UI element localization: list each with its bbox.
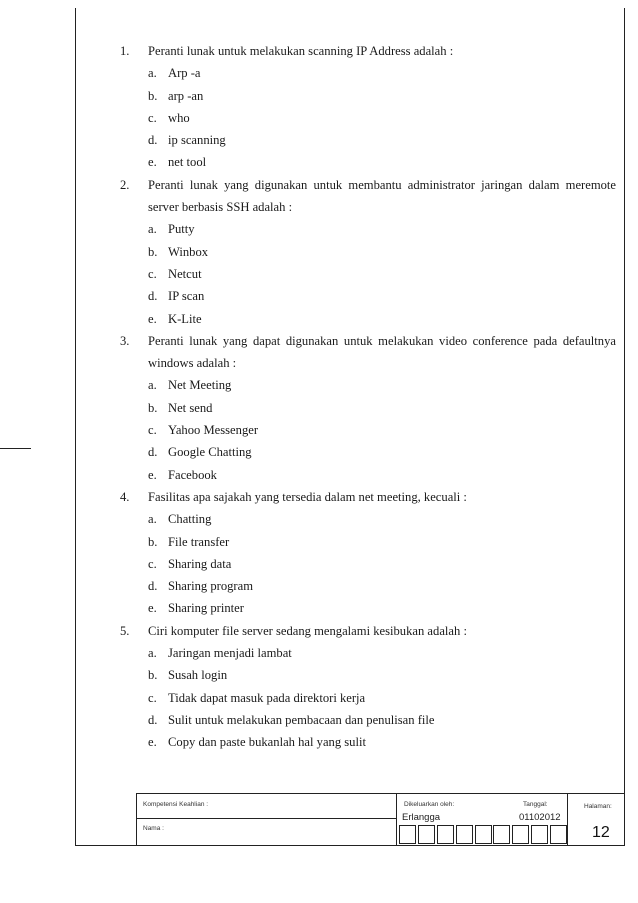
option-letter: b. bbox=[148, 668, 158, 683]
option-b bbox=[120, 664, 616, 686]
answer-cell bbox=[418, 825, 435, 844]
option-b bbox=[120, 397, 616, 419]
dikeluarkan-value: Erlangga bbox=[402, 812, 441, 823]
option-letter: a. bbox=[148, 222, 157, 237]
option-text: arp -an bbox=[168, 88, 204, 103]
option-letter: a. bbox=[148, 66, 157, 81]
option-letter: d. bbox=[148, 133, 158, 148]
answer-cell bbox=[550, 825, 567, 844]
option-text: net tool bbox=[168, 155, 207, 170]
option-letter: a. bbox=[148, 378, 157, 393]
option-letter: e. bbox=[148, 467, 157, 482]
option-letter: e. bbox=[148, 155, 157, 170]
answer-cell bbox=[531, 825, 548, 844]
option-b bbox=[120, 531, 616, 553]
footer-table bbox=[136, 793, 625, 846]
footer-row-divider bbox=[137, 818, 396, 819]
option-a bbox=[120, 508, 616, 530]
question-text: Fasilitas apa sajakah yang tersedia dalam net meeting, kecuali : bbox=[148, 489, 467, 504]
question-5 bbox=[120, 620, 616, 754]
option-text: who bbox=[168, 110, 190, 125]
option-text: K-Lite bbox=[168, 311, 202, 326]
option-d bbox=[120, 129, 616, 151]
answer-cells bbox=[399, 825, 569, 844]
option-c bbox=[120, 553, 616, 575]
option-letter: c. bbox=[148, 423, 157, 438]
option-d bbox=[120, 709, 616, 731]
option-a bbox=[120, 62, 616, 84]
option-text: Jaringan menjadi lambat bbox=[168, 646, 292, 661]
answer-cell bbox=[399, 825, 416, 844]
question-text-continuation: windows adalah : bbox=[148, 356, 237, 371]
option-letter: b. bbox=[148, 400, 158, 415]
footer-column-divider bbox=[396, 794, 397, 846]
option-d bbox=[120, 441, 616, 463]
kompetensi-label: Kompetensi Keahlian : bbox=[143, 801, 209, 808]
option-text: Facebook bbox=[168, 467, 217, 482]
answer-cell bbox=[475, 825, 492, 844]
option-text: Google Chatting bbox=[168, 445, 252, 460]
question-number: 5. bbox=[120, 623, 130, 638]
option-letter: d. bbox=[148, 289, 158, 304]
option-text: Sharing data bbox=[168, 556, 232, 571]
option-a bbox=[120, 218, 616, 240]
option-text: Sharing program bbox=[168, 579, 253, 594]
option-e bbox=[120, 464, 616, 486]
option-letter: b. bbox=[148, 88, 158, 103]
option-text: Sulit untuk melakukan pembacaan dan penulisan file bbox=[168, 712, 435, 727]
option-text: Tidak dapat masuk pada direktori kerja bbox=[168, 690, 366, 705]
question-number: 4. bbox=[120, 489, 130, 504]
option-c bbox=[120, 107, 616, 129]
question-4 bbox=[120, 486, 616, 620]
option-text: Arp -a bbox=[168, 66, 201, 81]
answer-cell bbox=[512, 825, 529, 844]
option-c bbox=[120, 687, 616, 709]
answer-cell bbox=[456, 825, 473, 844]
answer-cell bbox=[437, 825, 454, 844]
margin-mark bbox=[0, 448, 31, 449]
option-letter: c. bbox=[148, 110, 157, 125]
answer-cell bbox=[493, 825, 510, 844]
tanggal-label: Tanggal: bbox=[523, 801, 548, 808]
option-text: IP scan bbox=[168, 289, 205, 304]
option-a bbox=[120, 642, 616, 664]
option-letter: d. bbox=[148, 579, 158, 594]
option-text: Netcut bbox=[168, 266, 202, 281]
option-text: Net send bbox=[168, 400, 213, 415]
option-text: Putty bbox=[168, 222, 195, 237]
option-letter: d. bbox=[148, 712, 158, 727]
option-c bbox=[120, 263, 616, 285]
option-a bbox=[120, 374, 616, 396]
option-d bbox=[120, 575, 616, 597]
option-letter: e. bbox=[148, 735, 157, 750]
option-letter: e. bbox=[148, 601, 157, 616]
option-text: Winbox bbox=[168, 244, 209, 259]
question-number: 1. bbox=[120, 44, 130, 58]
option-text: Net Meeting bbox=[168, 378, 232, 393]
option-letter: b. bbox=[148, 534, 158, 549]
option-letter: c. bbox=[148, 556, 157, 571]
question-text: Peranti lunak untuk melakukan scanning IP Address adalah : bbox=[148, 44, 454, 58]
question-list bbox=[120, 40, 616, 754]
option-text: ip scanning bbox=[168, 133, 226, 148]
option-c bbox=[120, 419, 616, 441]
question-1 bbox=[120, 40, 616, 174]
dikeluarkan-label: Dikeluarkan oleh: bbox=[404, 801, 455, 808]
question-3 bbox=[120, 330, 616, 486]
option-text: Sharing printer bbox=[168, 601, 244, 616]
option-text: Chatting bbox=[168, 512, 212, 527]
option-letter: b. bbox=[148, 244, 158, 259]
question-text: Peranti lunak yang dapat digunakan untuk melakukan video conference pada defaultnya bbox=[148, 333, 616, 348]
option-e bbox=[120, 597, 616, 619]
option-letter: a. bbox=[148, 646, 157, 661]
tanggal-value: 01102012 bbox=[519, 812, 561, 823]
question-2 bbox=[120, 174, 616, 330]
option-letter: e. bbox=[148, 311, 157, 326]
halaman-label: Halaman: bbox=[584, 803, 612, 810]
option-e bbox=[120, 731, 616, 753]
option-text: Susah login bbox=[168, 668, 228, 683]
option-text: Yahoo Messenger bbox=[168, 423, 259, 438]
question-number: 3. bbox=[120, 333, 130, 348]
question-text: Ciri komputer file server sedang mengalami kesibukan adalah : bbox=[148, 623, 467, 638]
option-text: Copy dan paste bukanlah hal yang sulit bbox=[168, 735, 366, 750]
option-d bbox=[120, 285, 616, 307]
option-b bbox=[120, 85, 616, 107]
option-letter: d. bbox=[148, 445, 158, 460]
option-text: File transfer bbox=[168, 534, 230, 549]
option-letter: a. bbox=[148, 512, 157, 527]
halaman-value: 12 bbox=[592, 824, 610, 841]
option-letter: c. bbox=[148, 690, 157, 705]
question-number: 2. bbox=[120, 177, 130, 192]
option-b bbox=[120, 241, 616, 263]
nama-label: Nama : bbox=[143, 825, 164, 832]
question-text-continuation: server berbasis SSH adalah : bbox=[148, 200, 293, 215]
question-text: Peranti lunak yang digunakan untuk membantu administrator jaringan dalam meremote bbox=[148, 177, 616, 192]
option-e bbox=[120, 151, 616, 173]
option-e bbox=[120, 308, 616, 330]
option-letter: c. bbox=[148, 266, 157, 281]
